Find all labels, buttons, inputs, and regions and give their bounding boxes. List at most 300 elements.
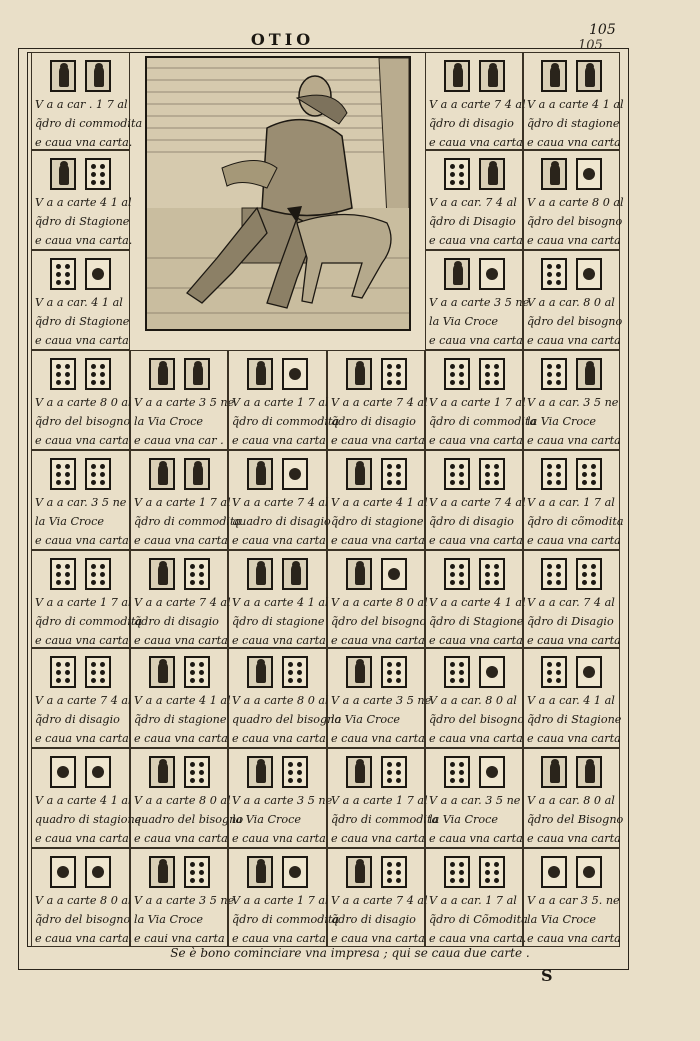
die-six-icon — [541, 558, 567, 590]
instruction-line: la Via Croce — [134, 415, 204, 428]
cell-instruction — [527, 691, 622, 748]
instruction-line: V a a carte 4 1 al — [134, 694, 231, 707]
board-cell — [523, 450, 624, 550]
board-cell — [130, 648, 231, 748]
cell-instruction — [331, 891, 428, 948]
instruction-line: q̃dro di commodita — [429, 415, 537, 428]
instruction-line: la Via Croce — [429, 315, 499, 328]
instruction-line: q̃dro del bisogno — [527, 215, 623, 228]
instruction-line: V a a carte 7 4 al — [331, 396, 428, 409]
die-six-icon — [479, 558, 505, 590]
instruction-line: q̃dro di commodita — [35, 117, 143, 130]
instruction-line: e caua vna carta — [527, 234, 621, 247]
board-cell — [523, 150, 624, 250]
instruction-line: e caua vna carta — [331, 832, 425, 845]
die-six-icon — [444, 158, 470, 190]
instruction-line: e caua vna carta — [429, 334, 523, 347]
dice-pair — [524, 856, 619, 888]
instruction-line: V a a carte 4 1 al — [232, 596, 329, 609]
cell-instruction — [527, 891, 621, 948]
instruction-line: q̃dro del bisogno — [331, 615, 427, 628]
dice-pair — [32, 558, 129, 590]
instruction-line: e caua vna carta — [232, 932, 326, 945]
instruction-line: q̃dro di disagio — [429, 117, 514, 130]
instruction-line: V a a carte 1 7 al — [429, 396, 526, 409]
instruction-line: V a a carte 3 5 ne — [429, 296, 530, 309]
instruction-line: e caua vna carta — [527, 634, 621, 647]
dice-pair — [229, 856, 326, 888]
dice-pair — [229, 656, 326, 688]
dice-pair — [328, 558, 424, 590]
instruction-line: e caua vna carta. — [429, 932, 527, 945]
board-cell — [327, 848, 428, 947]
board-cell — [130, 848, 235, 947]
board-cell — [523, 52, 624, 150]
cell-instruction — [429, 393, 537, 450]
instruction-line: e caua vna carta — [134, 534, 228, 547]
cell-instruction — [35, 691, 132, 748]
instruction-line: q̃dro di disagio — [331, 415, 416, 428]
instruction-line: V a a car. 4 1 al — [527, 694, 615, 707]
dice-pair — [328, 856, 424, 888]
instruction-line: q̃dro di stagione — [527, 117, 620, 130]
figure-die-icon — [576, 358, 602, 390]
die-six-icon — [381, 358, 407, 390]
cell-instruction — [134, 691, 231, 748]
instruction-line: V a a carte 8 0 al — [331, 596, 428, 609]
cell-instruction — [35, 791, 142, 848]
board-cell — [31, 150, 133, 250]
instruction-line: V a a carte 7 4 al — [331, 894, 428, 907]
cell-instruction — [527, 95, 624, 152]
instruction-line: q̃dro di commodita — [35, 615, 143, 628]
instruction-line: la Via Croce — [331, 713, 401, 726]
instruction-line: q̃dro di Stagione — [35, 215, 130, 228]
cell-instruction — [35, 593, 143, 650]
figure-die-icon — [149, 558, 175, 590]
die-six-icon — [444, 656, 470, 688]
cell-instruction — [35, 393, 132, 450]
die-six-icon — [85, 158, 111, 190]
instruction-line: e caua vna carta — [429, 634, 523, 647]
figure-die-icon — [247, 656, 273, 688]
die-six-icon — [381, 458, 407, 490]
die-six-icon — [50, 458, 76, 490]
instruction-line: q̃dro di disagio — [134, 615, 219, 628]
instruction-line: q̃dro del bisogno — [35, 415, 131, 428]
die-one-icon — [85, 756, 111, 788]
die-one-icon — [50, 856, 76, 888]
dice-pair — [131, 856, 227, 888]
die-six-icon — [576, 558, 602, 590]
die-six-icon — [50, 258, 76, 290]
figure-die-icon — [479, 60, 505, 92]
board-cell — [31, 250, 130, 350]
figure-die-icon — [85, 60, 111, 92]
instruction-line: V a a car. 8 0 al — [527, 794, 615, 807]
dice-pair — [32, 60, 129, 92]
cell-instruction — [527, 193, 624, 250]
board-cell — [425, 450, 526, 550]
page-title: OTIO — [250, 30, 315, 49]
board-cell — [31, 550, 143, 648]
die-six-icon — [444, 756, 470, 788]
die-one-icon — [282, 458, 308, 490]
instruction-line: e caua vna carta — [35, 832, 129, 845]
cell-instruction — [35, 293, 130, 350]
die-six-icon — [479, 358, 505, 390]
board-cell — [130, 748, 244, 848]
instruction-line: e caua vna carta — [331, 732, 425, 745]
instruction-line: e caua vna carta — [429, 136, 523, 149]
dice-pair — [524, 756, 619, 788]
instruction-line: V a a carte 8 0 al — [35, 396, 132, 409]
board-cell — [327, 450, 428, 550]
dice-pair — [524, 258, 619, 290]
cell-instruction — [527, 493, 624, 550]
instruction-line: e caua vna carta. — [35, 932, 133, 945]
instruction-line: V a a car. 7 4 al — [429, 196, 517, 209]
board-cell — [425, 52, 526, 150]
instruction-line: e caua vna carta — [232, 634, 326, 647]
board-cell — [523, 350, 620, 450]
instruction-line: e caua vna carta — [527, 434, 621, 447]
die-one-icon — [576, 258, 602, 290]
instruction-line: la Via Croce — [429, 813, 499, 826]
cell-instruction — [134, 593, 231, 650]
die-one-icon — [282, 856, 308, 888]
dice-pair — [426, 856, 522, 888]
instruction-line: V a a carte 8 0 al — [35, 894, 132, 907]
board-cell — [523, 748, 624, 848]
board-cell — [228, 748, 333, 848]
die-six-icon — [282, 756, 308, 788]
instruction-line: V a a car. 7 4 al — [527, 596, 615, 609]
die-six-icon — [184, 558, 210, 590]
die-six-icon — [444, 856, 470, 888]
cell-instruction — [429, 293, 530, 350]
instruction-line: q̃dro del bisogno — [429, 713, 525, 726]
instruction-line: q̃dro del bisogno — [527, 315, 623, 328]
board-cell — [425, 350, 537, 450]
instruction-line: quadro del bisogno — [232, 713, 342, 726]
instruction-line: V a a carte 7 4 al — [35, 694, 132, 707]
instruction-line: V a a car. 3 5 ne — [35, 496, 127, 509]
instruction-line: V a a car. 3 5 ne — [527, 396, 619, 409]
die-six-icon — [444, 558, 470, 590]
cell-instruction — [232, 891, 340, 948]
instruction-line: V a a carte 8 0 al — [527, 196, 624, 209]
instruction-line: e caua vna carta — [429, 534, 523, 547]
board-cell — [228, 848, 340, 947]
dice-pair — [32, 856, 129, 888]
figure-die-icon — [346, 358, 372, 390]
die-six-icon — [444, 358, 470, 390]
board-cell — [130, 550, 231, 648]
cell-instruction — [134, 393, 235, 450]
die-six-icon — [541, 258, 567, 290]
die-six-icon — [541, 656, 567, 688]
cell-instruction — [134, 493, 242, 550]
instruction-line: la Via Croce — [134, 913, 204, 926]
instruction-line: q̃dro di commodita — [232, 913, 340, 926]
figure-die-icon — [149, 458, 175, 490]
board-cell — [228, 350, 340, 450]
figure-die-icon — [576, 756, 602, 788]
cell-instruction — [429, 691, 525, 748]
instruction-line: e caua vna carta — [429, 434, 523, 447]
die-six-icon — [184, 856, 210, 888]
instruction-line: e caua vna carta — [429, 832, 523, 845]
die-one-icon — [85, 856, 111, 888]
dice-pair — [524, 60, 619, 92]
instruction-line: q̃dro di Disagio — [429, 215, 516, 228]
board-cell — [228, 648, 342, 748]
die-one-icon — [576, 656, 602, 688]
figure-die-icon — [149, 856, 175, 888]
board-cell — [425, 250, 530, 350]
instruction-line: e caua vna carta — [134, 832, 228, 845]
instruction-line: q̃dro di stagione — [232, 615, 325, 628]
cell-instruction — [232, 593, 329, 650]
instruction-line: V a a carte 1 7 al — [331, 794, 428, 807]
dice-pair — [328, 756, 424, 788]
instruction-line: e caua vna carta — [35, 732, 129, 745]
dice-pair — [328, 358, 424, 390]
dice-pair — [426, 60, 522, 92]
instruction-line: e caua vna carta — [134, 634, 228, 647]
dice-pair — [229, 358, 326, 390]
instruction-line: V a a carte 7 4 al — [429, 98, 526, 111]
dice-pair — [32, 258, 129, 290]
instruction-line: la Via Croce — [527, 415, 597, 428]
instruction-line: V a a carte 4 1 al — [35, 196, 132, 209]
instruction-line: q̃dro di stagione — [331, 515, 424, 528]
board-cell — [327, 350, 428, 450]
cell-instruction — [232, 791, 333, 848]
instruction-line: e caua vna carta — [331, 534, 425, 547]
board-cell — [228, 550, 327, 648]
cell-instruction — [527, 791, 624, 848]
instruction-line: q̃dro di Stagione — [527, 713, 622, 726]
dice-pair — [426, 756, 522, 788]
die-six-icon — [184, 756, 210, 788]
cell-instruction — [232, 393, 340, 450]
instruction-line: V a a carte 1 7 al — [134, 496, 231, 509]
dice-pair — [131, 656, 227, 688]
die-one-icon — [479, 756, 505, 788]
instruction-line: la Via Croce — [35, 515, 105, 528]
instruction-line: e caui vna carta — [134, 932, 225, 945]
die-six-icon — [85, 656, 111, 688]
die-one-icon — [576, 158, 602, 190]
instruction-line: e caua vna carta — [527, 534, 621, 547]
cell-instruction — [35, 95, 143, 152]
instruction-line: e caua vna carta — [232, 434, 326, 447]
instruction-line: q̃dro di commodita — [134, 515, 242, 528]
instruction-line: e caua vna carta — [232, 832, 326, 845]
cell-instruction — [134, 891, 235, 948]
engraving-illustration — [145, 56, 411, 331]
instruction-line: V a a carte 7 4 al — [134, 596, 231, 609]
dice-pair — [229, 458, 326, 490]
cell-instruction — [527, 393, 621, 450]
die-six-icon — [479, 458, 505, 490]
figure-die-icon — [149, 358, 175, 390]
dice-pair — [229, 756, 326, 788]
instruction-line: e caua vna carta — [35, 434, 129, 447]
board-cell — [327, 748, 439, 848]
board-cell — [31, 648, 130, 748]
instruction-line: quadro del bisogno — [134, 813, 244, 826]
board-cell — [425, 150, 523, 250]
cell-instruction — [429, 791, 523, 848]
board-cell — [523, 848, 620, 947]
instruction-line: e caua vna carta — [134, 732, 228, 745]
instruction-line: e caua vna carta — [527, 732, 621, 745]
board-cell — [425, 648, 523, 748]
die-one-icon — [381, 558, 407, 590]
instruction-line: V a a carte 7 4 al — [232, 496, 329, 509]
signature-mark: S — [541, 966, 553, 985]
instruction-line: V a a carte 4 1 al — [527, 98, 624, 111]
die-six-icon — [381, 656, 407, 688]
board-cell — [31, 52, 143, 150]
instruction-line: q̃dro di commodita — [232, 415, 340, 428]
die-one-icon — [576, 856, 602, 888]
die-six-icon — [85, 558, 111, 590]
instruction-line: e caua vna carta. — [35, 136, 133, 149]
die-six-icon — [85, 458, 111, 490]
instruction-line: e caua vna car . — [134, 434, 224, 447]
instruction-line: e caua vna carta — [429, 732, 523, 745]
instruction-line: q̃dro di disagio — [331, 913, 416, 926]
footer-rule: Se è bono cominciare vna impresa ; qui se caua due carte . — [170, 946, 530, 960]
die-one-icon — [50, 756, 76, 788]
instruction-line: e caua vna carta — [232, 534, 326, 547]
cell-instruction — [331, 791, 439, 848]
cell-instruction — [331, 393, 428, 450]
instruction-line: V a a car. 8 0 al — [527, 296, 615, 309]
instruction-line: q̃dro di commodita — [331, 813, 439, 826]
figure-die-icon — [247, 558, 273, 590]
dice-pair — [32, 358, 129, 390]
figure-die-icon — [541, 756, 567, 788]
instruction-line: V a a carte 7 4 al — [429, 496, 526, 509]
figure-die-icon — [50, 60, 76, 92]
instruction-line: e caua vna carta — [429, 234, 523, 247]
instruction-line: V a a carte 3 5 ne — [134, 894, 235, 907]
dice-pair — [32, 158, 129, 190]
instruction-line: q̃dro di Disagio — [527, 615, 614, 628]
instruction-line: V a a carte 4 1 al — [429, 596, 526, 609]
die-one-icon — [85, 258, 111, 290]
cell-instruction — [429, 95, 526, 152]
die-one-icon — [479, 656, 505, 688]
board-cell — [523, 550, 620, 648]
dice-pair — [524, 558, 619, 590]
instruction-line: q̃dro del bisogno — [35, 913, 131, 926]
instruction-line: V a a carte 4 1 al — [331, 496, 428, 509]
cell-instruction — [35, 891, 133, 948]
die-six-icon — [50, 358, 76, 390]
figure-die-icon — [541, 158, 567, 190]
instruction-line: q̃dro del Bisogno — [527, 813, 624, 826]
figure-die-icon — [479, 158, 505, 190]
instruction-line: e caua vna carta — [232, 732, 326, 745]
die-six-icon — [50, 558, 76, 590]
dice-pair — [524, 458, 619, 490]
dice-pair — [426, 558, 522, 590]
die-six-icon — [541, 358, 567, 390]
die-six-icon — [541, 458, 567, 490]
figure-die-icon — [346, 856, 372, 888]
cell-instruction — [134, 791, 244, 848]
figure-die-icon — [282, 558, 308, 590]
board-cell — [228, 450, 331, 550]
board-cell — [425, 848, 528, 947]
instruction-line: e caua vna carta — [527, 932, 621, 945]
die-six-icon — [184, 656, 210, 688]
figure-die-icon — [346, 458, 372, 490]
instruction-line: e caua vna carta — [35, 534, 129, 547]
instruction-line: V a a car. 8 0 al — [429, 694, 517, 707]
cell-instruction — [527, 293, 623, 350]
dice-pair — [328, 458, 424, 490]
instruction-line: la Via Croce — [232, 813, 302, 826]
instruction-line: V a a car. 3 5 ne — [429, 794, 521, 807]
figure-die-icon — [346, 656, 372, 688]
die-six-icon — [381, 756, 407, 788]
instruction-line: V a a car. 1 7 al — [527, 496, 615, 509]
instruction-line: V a a car 3 5. ne — [527, 894, 620, 907]
instruction-line: V a a car. 4 1 al — [35, 296, 123, 309]
dice-pair — [32, 458, 129, 490]
instruction-line: quadro di disagio — [232, 515, 331, 528]
board-cell — [31, 450, 130, 550]
board-cell — [327, 648, 432, 748]
cell-instruction — [527, 593, 621, 650]
page-number-bleed: 105 — [578, 38, 603, 53]
cell-instruction — [429, 193, 523, 250]
board-cell — [425, 550, 526, 648]
figure-die-icon — [184, 358, 210, 390]
figure-die-icon — [149, 656, 175, 688]
instruction-line: q̃dro di cõmodita — [527, 515, 624, 528]
dice-pair — [524, 158, 619, 190]
instruction-line: e caua vna carta — [35, 334, 129, 347]
instruction-line: e caua vna carta — [331, 932, 425, 945]
figure-die-icon — [346, 756, 372, 788]
instruction-line: q̃dro di Cõmodita — [429, 913, 528, 926]
instruction-line: q̃dro di disagio — [35, 713, 120, 726]
instruction-line: V a a car . 1 7 al — [35, 98, 128, 111]
die-six-icon — [479, 856, 505, 888]
board-cell — [425, 748, 523, 848]
instruction-line: V a a carte 8 0 al — [232, 694, 329, 707]
instruction-line: e caua vna carta — [331, 434, 425, 447]
board-cell — [31, 350, 130, 450]
cell-instruction — [232, 493, 331, 550]
figure-die-icon — [541, 60, 567, 92]
figure-die-icon — [247, 756, 273, 788]
cell-instruction — [429, 593, 526, 650]
dice-pair — [131, 558, 227, 590]
instruction-line: la Via Croce — [527, 913, 597, 926]
figure-die-icon — [149, 756, 175, 788]
cell-instruction — [331, 493, 428, 550]
dice-pair — [131, 458, 227, 490]
